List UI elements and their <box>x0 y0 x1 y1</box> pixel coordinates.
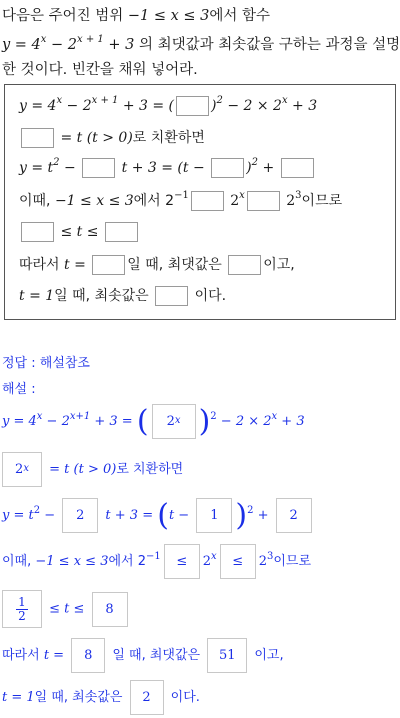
answer-line-7: t = 1일 때, 최솟값은 2 이다. <box>2 680 200 715</box>
blank-input[interactable] <box>21 222 54 242</box>
problem-func: $y = 4^x - 2^{x + 1} + 3$ <box>2 34 135 53</box>
question-line-1: $y = 4^x - 2^{x + 1} + 3$ = ( )$^2 - 2 \times 2^x + 3$ <box>19 95 318 114</box>
answer-box: 2 <box>62 498 98 533</box>
blank-input[interactable] <box>105 222 138 242</box>
blank-input[interactable] <box>211 158 244 178</box>
problem-line-2 <box>2 33 400 54</box>
answer-line-2: 2 $^x$ = t (t > 0)로 치환하면 <box>2 452 183 487</box>
question-box <box>4 84 396 320</box>
blank-input[interactable] <box>92 255 125 275</box>
blank-input[interactable] <box>21 128 54 148</box>
problem-intro-end: 에서 함수 <box>209 8 271 24</box>
answer-line-6: 따라서 t = 8 일 때, 최댓값은 51 이고, <box>2 638 284 673</box>
explanation-label: 해설 : <box>2 382 36 397</box>
question-line-3: $y = t^2 - t + 3 = (t - )^2$ + <box>19 158 316 178</box>
blank-input[interactable] <box>82 158 115 178</box>
answer-box: 2 <box>276 498 312 533</box>
answer-line-1: $y = 4^x - 2^{x+1} + 3$ = ( 2 $^x$ )$^2 - 2 \times 2^x + 3$ <box>2 404 305 439</box>
answer-box: 1 <box>196 498 232 533</box>
blank-input[interactable] <box>155 286 188 306</box>
answer-box: 2 $^x$ <box>152 404 196 439</box>
question-line-7: t = 1일 때, 최솟값은 이다. <box>19 288 227 304</box>
answer-box: 8 <box>92 592 128 627</box>
problem-line-3: 한 것이다. 빈칸을 채워 넣어라. <box>2 62 198 78</box>
blank-input[interactable] <box>281 158 314 178</box>
answer-box: 8 <box>71 638 105 673</box>
answer-box: 2 $^x$ <box>2 452 42 487</box>
question-line-2: = t (t > 0)로 치환하면 <box>19 127 205 148</box>
problem-desc-end: 의 최댓값과 최솟값을 구하는 과정을 설명 <box>138 37 400 53</box>
problem-intro: 다음은 주어진 범위 <box>2 8 124 24</box>
problem-range: −1 ≤ x ≤ 3 <box>127 8 210 24</box>
answer-label: 정답 : 해설참조 <box>2 356 90 371</box>
answer-box: ≤ <box>220 544 256 579</box>
question-line-5: ≤ t ≤ <box>19 222 140 242</box>
blank-input[interactable] <box>191 191 224 211</box>
answer-line-3: $y = t^2 - 2$ t + 3 = (t − 1 )$^2$ + 2 <box>2 498 315 533</box>
question-line-4: 이때, −1 ≤ x ≤ 3에서 $2^{-1}$ 2$^x$ $2^3$이므로 <box>19 190 343 209</box>
answer-box: 2 <box>130 680 164 715</box>
answer-box: ≤ <box>164 544 200 579</box>
problem-line-1 <box>2 4 270 25</box>
answer-line-5: $\frac{1}{2}$ ≤ t ≤ 8 <box>2 590 131 628</box>
blank-input[interactable] <box>247 191 280 211</box>
blank-input[interactable] <box>176 96 209 116</box>
blank-input[interactable] <box>228 255 261 275</box>
answer-line-4: 이때, −1 ≤ x ≤ 3에서 $2^{-1} \le 2^x \le 2^3$이므로 <box>2 544 311 579</box>
answer-box: 51 <box>207 638 247 673</box>
question-line-6: 따라서 t = 일 때, 최댓값은 이고, <box>19 257 295 273</box>
answer-box: $\frac{1}{2}$ <box>2 590 42 628</box>
